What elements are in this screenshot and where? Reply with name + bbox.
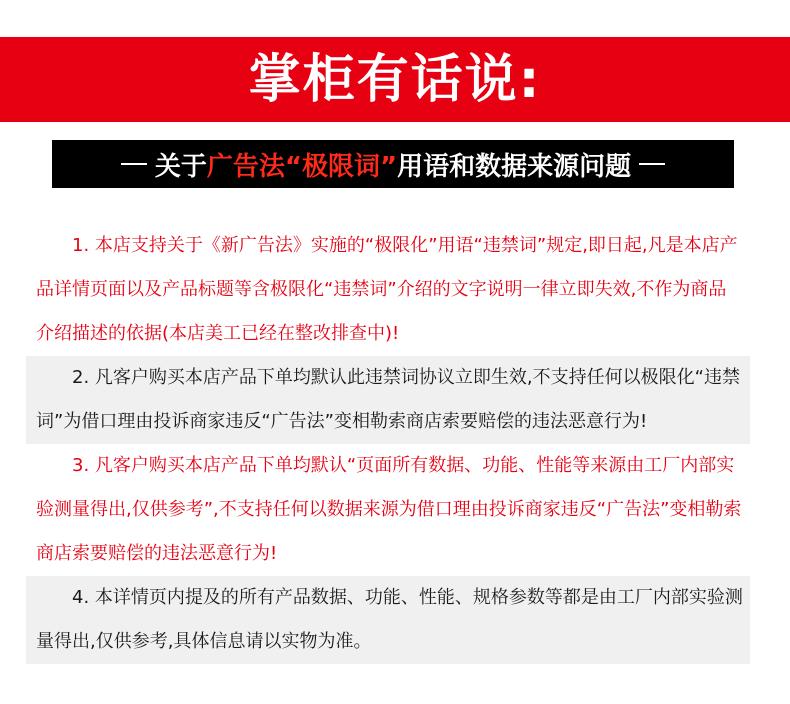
- subtitle-highlight-ad-law: 广告法: [206, 151, 285, 182]
- notice-paragraph-1: 1. 本店支持关于《新广告法》实施的“极限化”用语“违禁词”规定,即日起,凡是本店产品详情页面以及产品标题等含极限化“违禁词”介绍的文字说明一律立即失效,不作为商品介绍描述的依据(本店美工已经在整改排查中)!: [36, 235, 738, 344]
- header-banner: [0, 37, 790, 122]
- subtitle-bar: [52, 140, 734, 188]
- subtitle-prefix: 关于: [154, 151, 207, 182]
- right-dash: [639, 163, 665, 165]
- subtitle-highlight-extreme-words: “极限词”: [284, 151, 398, 182]
- subtitle-suffix: 用语和数据来源问题: [397, 151, 632, 182]
- notice-paragraph-3: 3. 凡客户购买本店产品下单均默认“页面所有数据、功能、性能等来源由工厂内部实验测量得出,仅供参考”,不支持任何以数据来源为借口理由投诉商家违反“广告法”变相勒索商店索要赔偿的违法恶意行为!: [36, 455, 742, 564]
- notice-paragraph-4: 4. 本详情页内提及的所有产品数据、功能、性能、规格参数等都是由工厂内部实验测量得出,仅供参考,具体信息请以实物为准。: [26, 576, 750, 664]
- left-dash: [121, 163, 147, 165]
- notice-paragraph-2: 2. 凡客户购买本店产品下单均默认此违禁词协议立即生效,不支持任何以极限化“违禁词”为借口理由投诉商家违反“广告法”变相勒索商店索要赔偿的违法恶意行为!: [26, 356, 750, 444]
- banner-title: 掌柜有话说:: [248, 49, 542, 110]
